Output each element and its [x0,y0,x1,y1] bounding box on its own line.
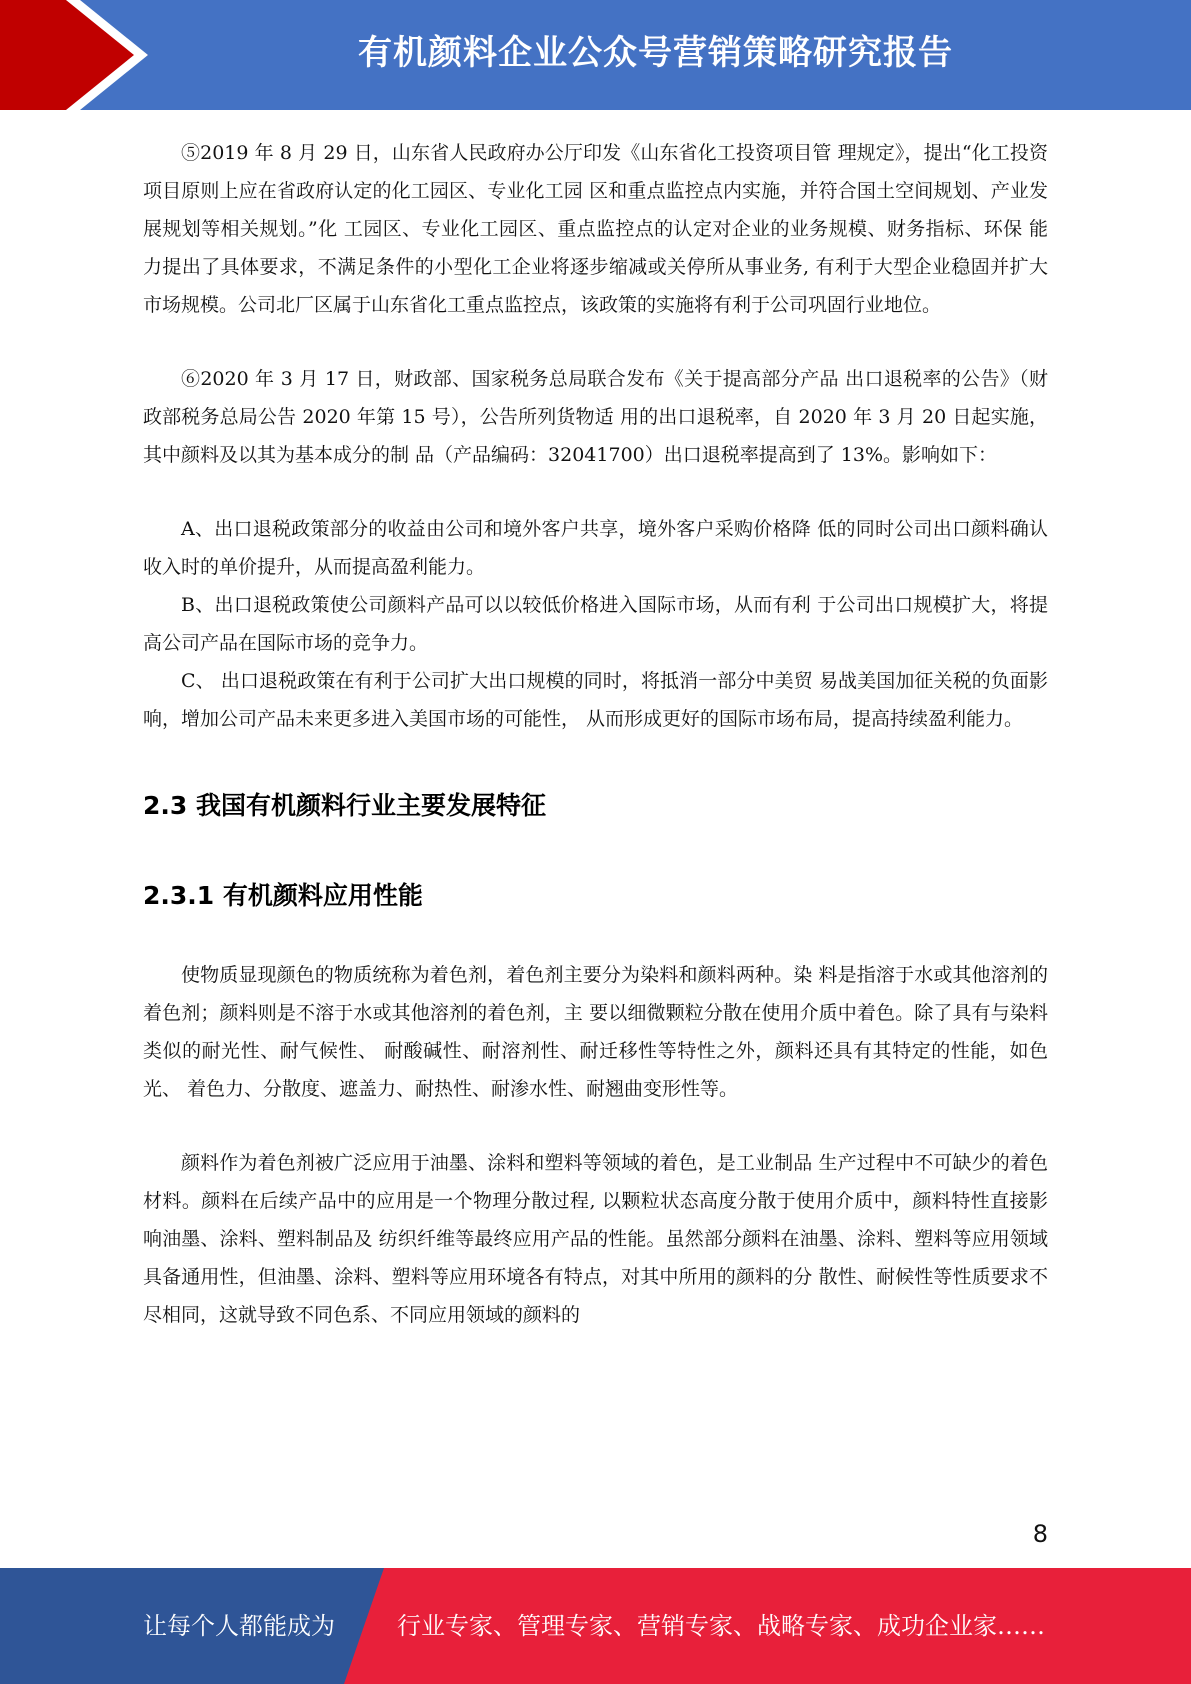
paragraph-colorant-definition: 使物质显现颜色的物质统称为着色剂，着色剂主要分为染料和颜料两种。染 料是指溶于水或其他溶剂的着色剂；颜料则是不溶于水或其他溶剂的着色剂，主 要以细微颗粒分散在使用介质中着色。除了具有与染料类似的耐光性、耐气候性、 耐酸碱性、耐溶剂性、耐迁移性等特性之外，颜料还具有其特定的性能，如色光、 着色力、分散度、遮盖力、耐热性、耐渗水性、耐翘曲变形性等。 [143,964,1048,1100]
paragraph-impact-c: C、 出口退税政策在有利于公司扩大出口规模的同时，将抵消一部分中美贸 易战美国加征关税的负面影响，增加公司产品未来更多进入美国市场的可能性， 从而形成更好的国际市场布局，提高持续盈利能力。 [143,670,1048,730]
paragraph-policy-shandong: ⑤2019 年 8 月 29 日，山东省人民政府办公厅印发《山东省化工投资项目管 理规定》，提出“化工投资项目原则上应在省政府认定的化工园区、专业化工园 区和重点监控点内实施，并符合国土空间规划、产业发展规划等相关规划。”化 工园区、专业化工园区、重点监控点的认定对企业的业务规模、财务指标、环保 能力提出了具体要求，不满足条件的小型化工企业将逐步缩减或关停所从事业务, 有利于大型企业稳固并扩大市场规模。公司北厂区属于山东省化工重点监控点，该政策的实施将有利于公司巩固行业地位。 [143,142,1048,316]
paragraph-impact-a: A、出口退税政策部分的收益由公司和境外客户共享，境外客户采购价格降 低的同时公司出口颜料确认收入时的单价提升，从而提高盈利能力。 [143,518,1048,578]
page-number: 8 [1032,1520,1048,1548]
report-title: 有机颜料企业公众号营销策略研究报告 [358,33,953,73]
footer-slogan-right: 行业专家、管理专家、营销专家、战略专家、成功企业家…… [397,1612,1045,1640]
paragraph-policy-tax-rebate: ⑥2020 年 3 月 17 日，财政部、国家税务总局联合发布《关于提高部分产品 出口退税率的公告》（财政部税务总局公告 2020 年第 15 号），公告所列货物适 用的出口退税率，自 2020 年 3 月 20 日起实施，其中颜料及以其为基本成分的制 品（产品编码：32041700）出口退税率提高到了 13%。影响如下： [143,368,1048,466]
section-heading-2-3-1: 2.3.1 有机颜料应用性能 [143,881,423,910]
document-body [143,134,1048,1334]
section-heading-2-3: 2.3 我国有机颜料行业主要发展特征 [143,791,546,820]
paragraph-pigment-application: 颜料作为着色剂被广泛应用于油墨、涂料和塑料等领域的着色，是工业制品 生产过程中不可缺少的着色材料。颜料在后续产品中的应用是一个物理分散过程, 以颗粒状态高度分散于使用介质中，颜料特性直接影响油墨、涂料、塑料制品及 纺织纤维等最终应用产品的性能。虽然部分颜料在油墨、涂料、塑料等应用领域 具备通用性，但油墨、涂料、塑料等应用环境各有特点，对其中所用的颜料的分 散性、耐候性等性质要求不尽相同，这就导致不同色系、不同应用领域的颜料的 [143,1152,1048,1326]
page-footer [0,1568,1191,1684]
page-header [0,0,1191,110]
footer-slogan-left: 让每个人都能成为 [143,1612,335,1640]
paragraph-impact-b: B、出口退税政策使公司颜料产品可以以较低价格进入国际市场，从而有利 于公司出口规模扩大，将提高公司产品在国际市场的竞争力。 [143,594,1048,654]
